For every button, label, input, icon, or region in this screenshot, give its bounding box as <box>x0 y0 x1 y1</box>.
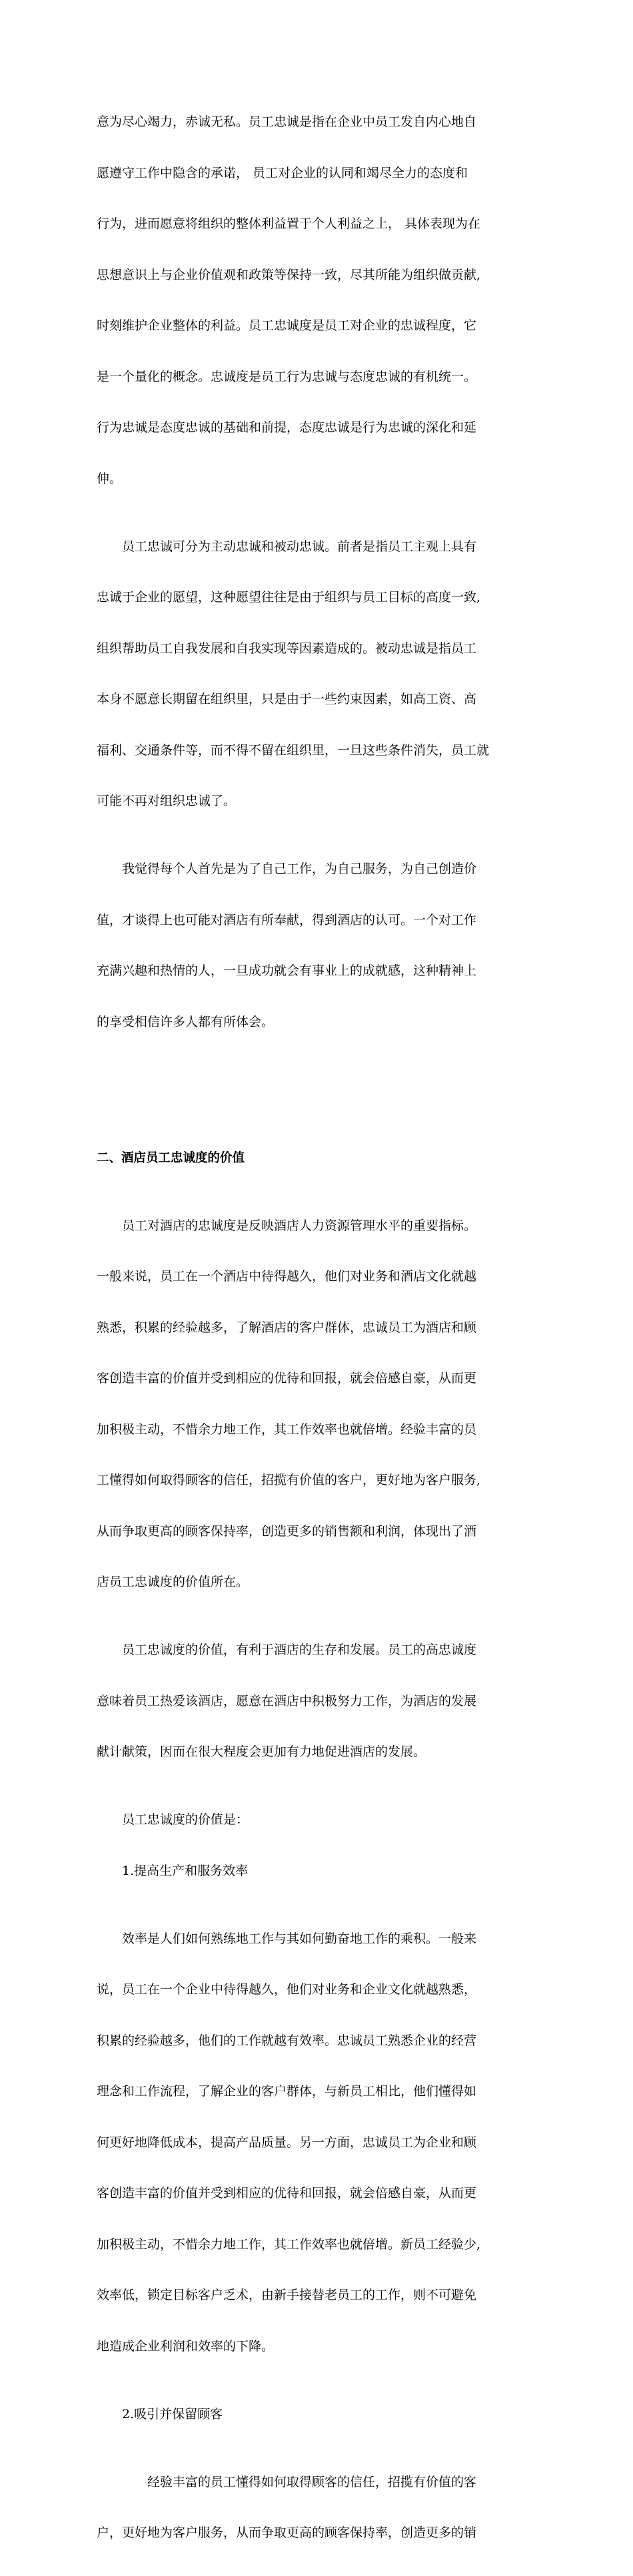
text-line: 从而争取更高的顾客保持率，创造更多的销售额和利润，体现出了酒 <box>97 1523 477 1539</box>
text-line: 工懂得如何取得顾客的信任，招揽有价值的客户，更好地为客户服务, <box>97 1473 481 1487</box>
text-line: 客创造丰富的价值并受到相应的优待和回报，就会倍感自豪，从而更 <box>97 1371 477 1386</box>
text-line: 经验丰富的员工懂得如何取得顾客的信任，招揽有价值的客 <box>147 2474 477 2489</box>
text-line: 积累的经验越多，他们的工作就越有效率。忠诚员工熟悉企业的经营 <box>97 2033 477 2048</box>
document-page <box>97 80 536 2576</box>
text-line: 时刻维护企业整体的利益。员工忠诚度是员工对企业的忠诚程度，它 <box>97 318 477 333</box>
text-line: 一般来说，员工在一个酒店中待得越久，他们对业务和酒店文化就越 <box>97 1269 477 1284</box>
text-line: 意味着员工热爱该酒店，愿意在酒店中积极努力工作，为酒店的发展 <box>97 1693 477 1708</box>
text-line: 客创造丰富的价值并受到相应的优待和回报，就会倍感自豪，从而更 <box>97 2186 477 2200</box>
text-line: 充满兴趣和热情的人，一旦成功就会有事业上的成就感，这种精神上 <box>97 963 477 978</box>
text-line: 效率是人们如何熟练地工作与其如何勤奋地工作的乘积。一般来 <box>122 1931 477 1946</box>
value-intro: 员工忠诚度的价值是： <box>122 1812 249 1827</box>
text-line: 效率低，锁定目标客户乏术，由新手接替老员工的工作，则不可避免 <box>97 2288 477 2302</box>
text-line: 地造成企业利润和效率的下降。 <box>97 2338 275 2354</box>
text-line: 本身不愿意长期留在组织里，只是由于一些约束因素，如高工资、高 <box>97 692 477 706</box>
text-line: 说，员工在一个企业中待得越久，他们对业务和企业文化就越熟悉， <box>97 1982 477 1997</box>
text-line: 忠诚于企业的愿望，这种愿望往往是由于组织与员工目标的高度一致, <box>97 590 481 605</box>
text-line: 加积极主动，不惜余力地工作，其工作效率也就倍增。新员工经验少, <box>97 2236 481 2252</box>
document-body <box>97 80 536 2576</box>
text-line: 思想意识上与企业价值观和政策等保持一致，尽其所能为组织做贡献, <box>97 267 481 282</box>
text-line: 员工忠诚可分为主动忠诚和被动忠诚。前者是指员工主观上具有 <box>122 539 477 554</box>
text-line: 是一个量化的概念。忠诚度是员工行为忠诚与态度忠诚的有机统一。 <box>97 369 477 384</box>
text-line: 何更好地降低成本，提高产品质量。另一方面，忠诚员工为企业和顾 <box>97 2135 477 2150</box>
blank-line <box>97 1082 536 1099</box>
item-title: 2.吸引并保留顾客 <box>122 2406 223 2422</box>
text-line: 行为忠诚是态度忠诚的基础和前提，态度忠诚是行为忠诚的深化和延 <box>97 420 477 435</box>
text-line: 伸。 <box>97 471 123 486</box>
item-title: 1.提高生产和服务效率 <box>122 1863 249 1878</box>
text-line: 意为尽心竭力，赤诚无私。员工忠诚是指在企业中员工发自内心地自 <box>97 115 477 129</box>
text-line: 理念和工作流程，了解企业的客户群体，与新员工相比，他们懂得如 <box>97 2084 477 2099</box>
text-line: 行为，进而愿意将组织的整体利益置于个人利益之上， 具体表现为在 <box>97 216 481 231</box>
text-line: 加积极主动，不惜余力地工作，其工作效率也就倍增。经验丰富的员 <box>97 1421 477 1437</box>
text-line: 福利、交通条件等，而不得不留在组织里，一旦这些条件消失，员工就 <box>97 742 490 758</box>
text-line: 员工忠诚度的价值，有利于酒店的生存和发展。员工的高忠诚度 <box>122 1643 477 1657</box>
text-line: 献计献策，因而在很大程度会更加有力地促进酒店的发展。 <box>97 1744 426 1759</box>
text-line: 员工对酒店的忠诚度是反映酒店人力资源管理水平的重要指标。 <box>122 1218 477 1233</box>
text-line: 组织帮助员工自我发展和自我实现等因素造成的。被动忠诚是指员工 <box>97 641 477 656</box>
text-line: 愿遵守工作中隐含的承诺， 员工对企业的认同和竭尽全力的态度和 <box>97 165 468 180</box>
text-line: 可能不再对组织忠诚了。 <box>97 794 237 808</box>
text-line: 值，才谈得上也可能对酒店有所奉献，得到酒店的认可。一个对工作 <box>97 912 477 927</box>
text-line: 户，更好地为客户服务，从而争取更高的顾客保持率，创造更多的销 <box>97 2525 477 2540</box>
text-line: 店员工忠诚度的价值所在。 <box>97 1575 249 1589</box>
text-line: 熟悉，积累的经验越多，了解酒店的客户群体，忠诚员工为酒店和顾 <box>97 1320 477 1335</box>
text-line: 的享受相信许多人都有所体会。 <box>97 1014 275 1029</box>
text-line: 我觉得每个人首先是为了自己工作，为自己服务，为自己创造价 <box>122 862 477 876</box>
section-heading: 二、酒店员工忠诚度的价值 <box>97 1151 245 1165</box>
